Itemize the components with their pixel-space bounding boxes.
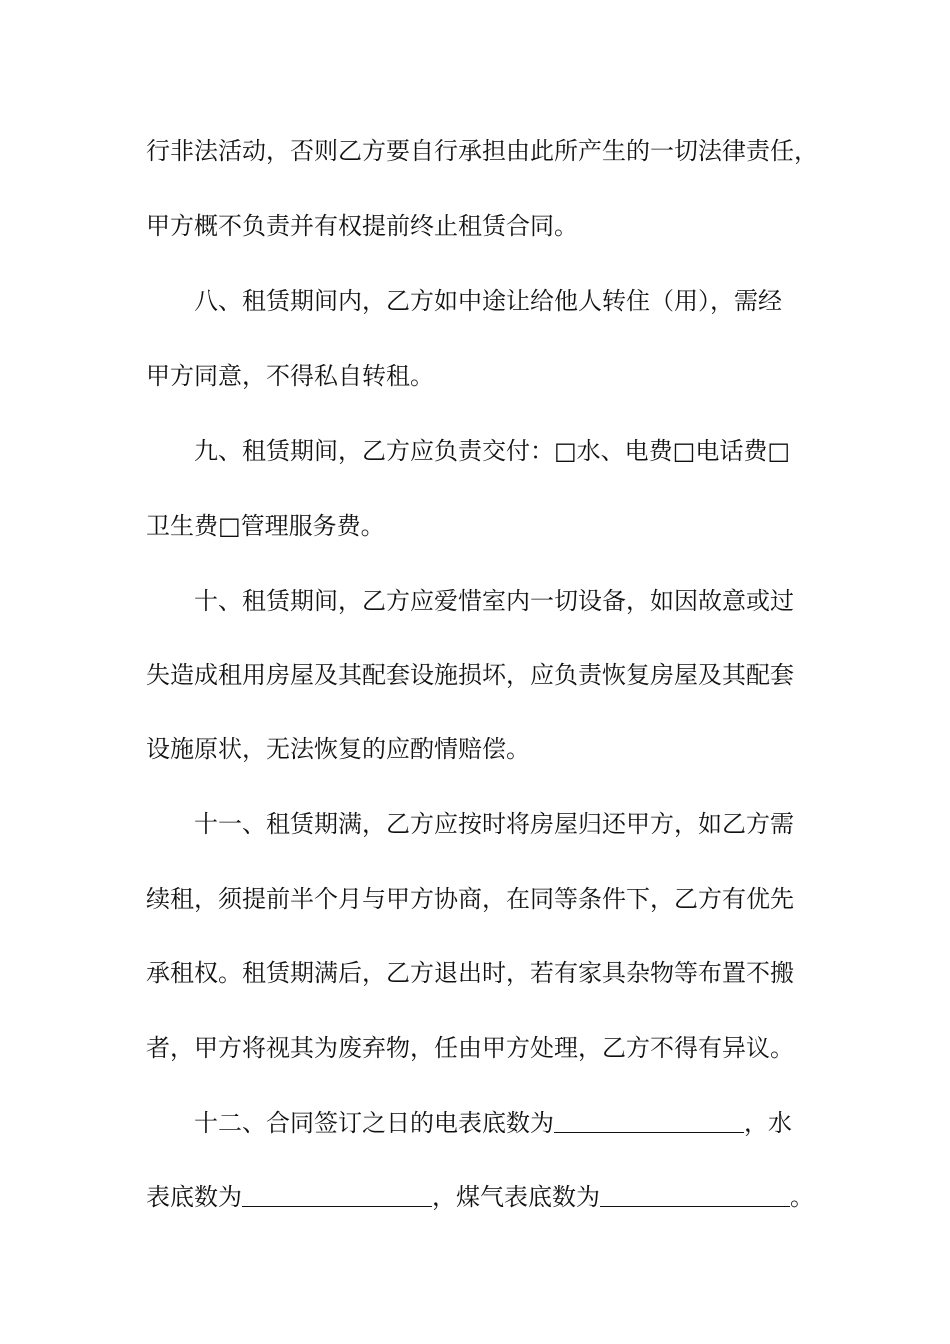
text-line: 承租权。租赁期满后，乙方退出时，若有家具杂物等布置不搬: [146, 959, 794, 987]
text-line: 续租，须提前半个月与甲方协商，在同等条件下，乙方有优先: [146, 885, 794, 913]
clause-12-line-2: [146, 1177, 816, 1217]
text-line: 设施原状，无法恢复的应酌情赔偿。: [146, 735, 530, 763]
text-line: 者，甲方将视其为废弃物，任由甲方处理，乙方不得有异议。: [146, 1034, 794, 1062]
clause-text: ，水: [744, 1109, 792, 1137]
text-line: 甲方概不负责并有权提前终止租赁合同。: [146, 212, 578, 240]
clause-text: 。: [790, 1183, 814, 1211]
clause-text: ，煤气表底数为: [432, 1183, 600, 1211]
clause-text: 表底数为: [146, 1183, 242, 1211]
text-line: 八、租赁期间内，乙方如中途让给他人转住（用），需经: [194, 287, 782, 315]
text-line: 十、租赁期间，乙方应爱惜室内一切设备，如因故意或过: [194, 587, 794, 615]
text-line: 卫生费□管理服务费。: [146, 512, 385, 540]
text-line: 九、租赁期间，乙方应负责交付：□水、电费□电话费□: [194, 437, 791, 465]
gas-meter-blank: [600, 1180, 790, 1207]
electricity-meter-blank: [554, 1106, 744, 1133]
water-meter-blank: [242, 1180, 432, 1207]
clause-text: 十二、合同签订之日的电表底数为: [194, 1109, 554, 1137]
text-line: 甲方同意，不得私自转租。: [146, 362, 434, 390]
text-line: 行非法活动，否则乙方要自行承担由此所产生的一切法律责任，: [146, 137, 818, 165]
text-line: 十一、租赁期满，乙方应按时将房屋归还甲方，如乙方需: [194, 810, 794, 838]
clause-12-line-1: [194, 1103, 864, 1143]
text-line: 失造成租用房屋及其配套设施损坏，应负责恢复房屋及其配套: [146, 661, 794, 689]
